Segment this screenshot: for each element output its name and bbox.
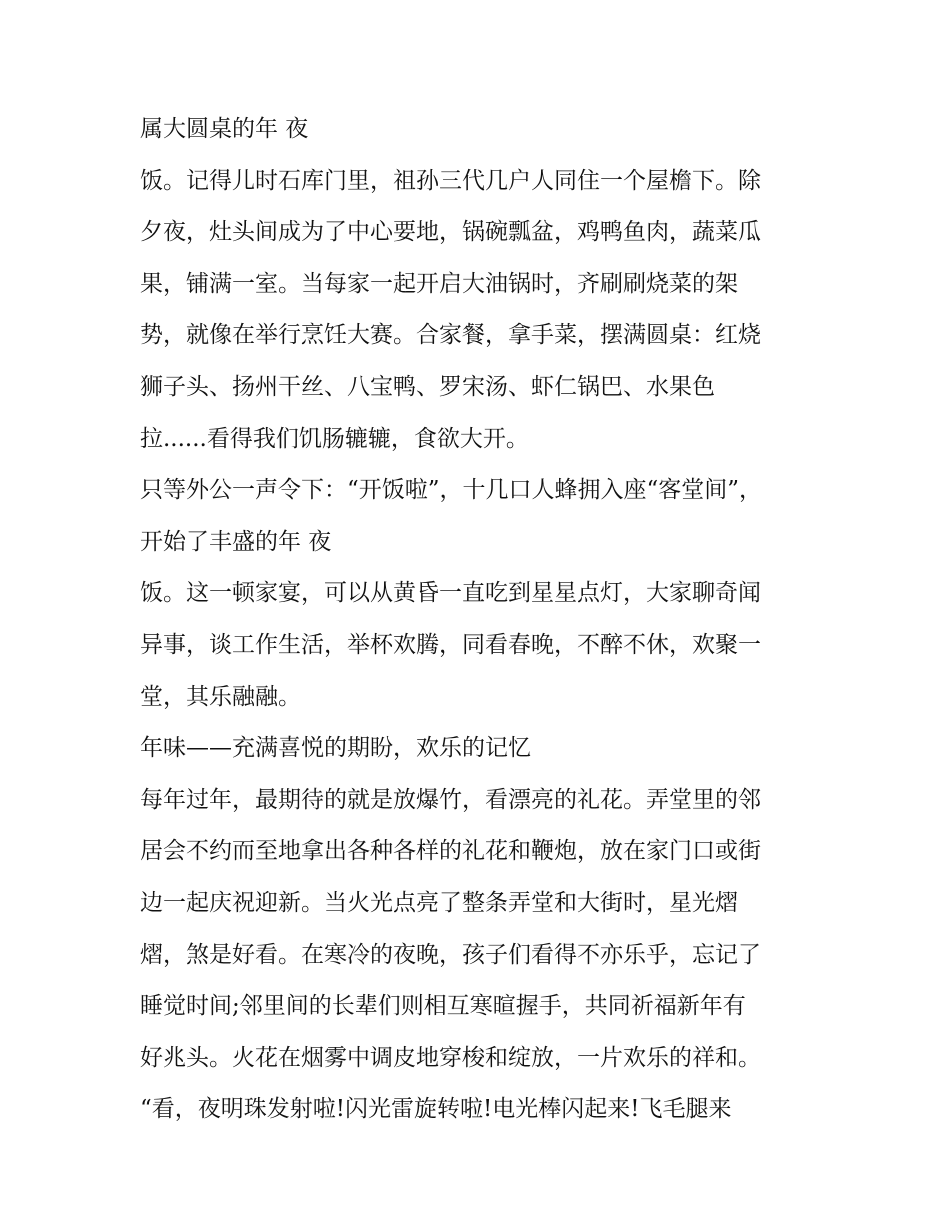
text-line: 居会不约而至地拿出各种各样的礼花和鞭炮，放在家门口或街 <box>140 838 761 865</box>
text-line: 每年过年，最期待的就是放爆竹，看漂亮的礼花。弄堂里的邻 <box>140 786 761 813</box>
text-line: 拉......看得我们饥肠辘辘，食欲大开。 <box>140 425 529 452</box>
text-line: 饭。记得儿时石库门里，祖孙三代几户人同住一个屋檐下。除 <box>140 167 761 194</box>
text-line: 异事，谈工作生活，举杯欢腾，同看春晚，不醉不休，欢聚一 <box>140 631 761 658</box>
text-line: 睡觉时间;邻里间的长辈们则相互寒暄握手，共同祈福新年有 <box>140 993 746 1020</box>
text-line: “看，夜明珠发射啦!闪光雷旋转啦!电光棒闪起来!飞毛腿来 <box>140 1096 732 1123</box>
text-line: 边一起庆祝迎新。当火光点亮了整条弄堂和大街时，星光熠 <box>140 889 738 916</box>
body-text <box>140 104 830 1136</box>
section-heading: 年味——充满喜悦的期盼，欢乐的记忆 <box>140 735 531 762</box>
text-line: 势，就像在举行烹饪大赛。合家餐，拿手菜，摆满圆桌：红烧 <box>140 322 761 349</box>
text-line: 只等外公一声令下：“开饭啦”，十几口人蜂拥入座“客堂间”， <box>140 477 763 504</box>
text-line: 好兆头。火花在烟雾中调皮地穿梭和绽放，一片欢乐的祥和。 <box>140 1044 761 1071</box>
text-line: 熠，煞是好看。在寒冷的夜晚，孩子们看得不亦乐乎，忘记了 <box>140 941 761 968</box>
text-line: 夕夜，灶头间成为了中心要地，锅碗瓢盆，鸡鸭鱼肉，蔬菜瓜 <box>140 219 761 246</box>
text-line: 堂，其乐融融。 <box>140 683 301 710</box>
text-line: 果，铺满一室。当每家一起开启大油锅时，齐刷刷烧菜的架 <box>140 270 738 297</box>
text-line: 属大圆桌的年 夜 <box>140 116 309 142</box>
text-line: 饭。这一顿家宴，可以从黄昏一直吃到星星点灯，大家聊奇闻 <box>140 580 761 607</box>
text-line: 狮子头、扬州干丝、八宝鸭、罗宋汤、虾仁锅巴、水果色 <box>140 373 715 400</box>
text-line: 开始了丰盛的年 夜 <box>140 528 332 555</box>
